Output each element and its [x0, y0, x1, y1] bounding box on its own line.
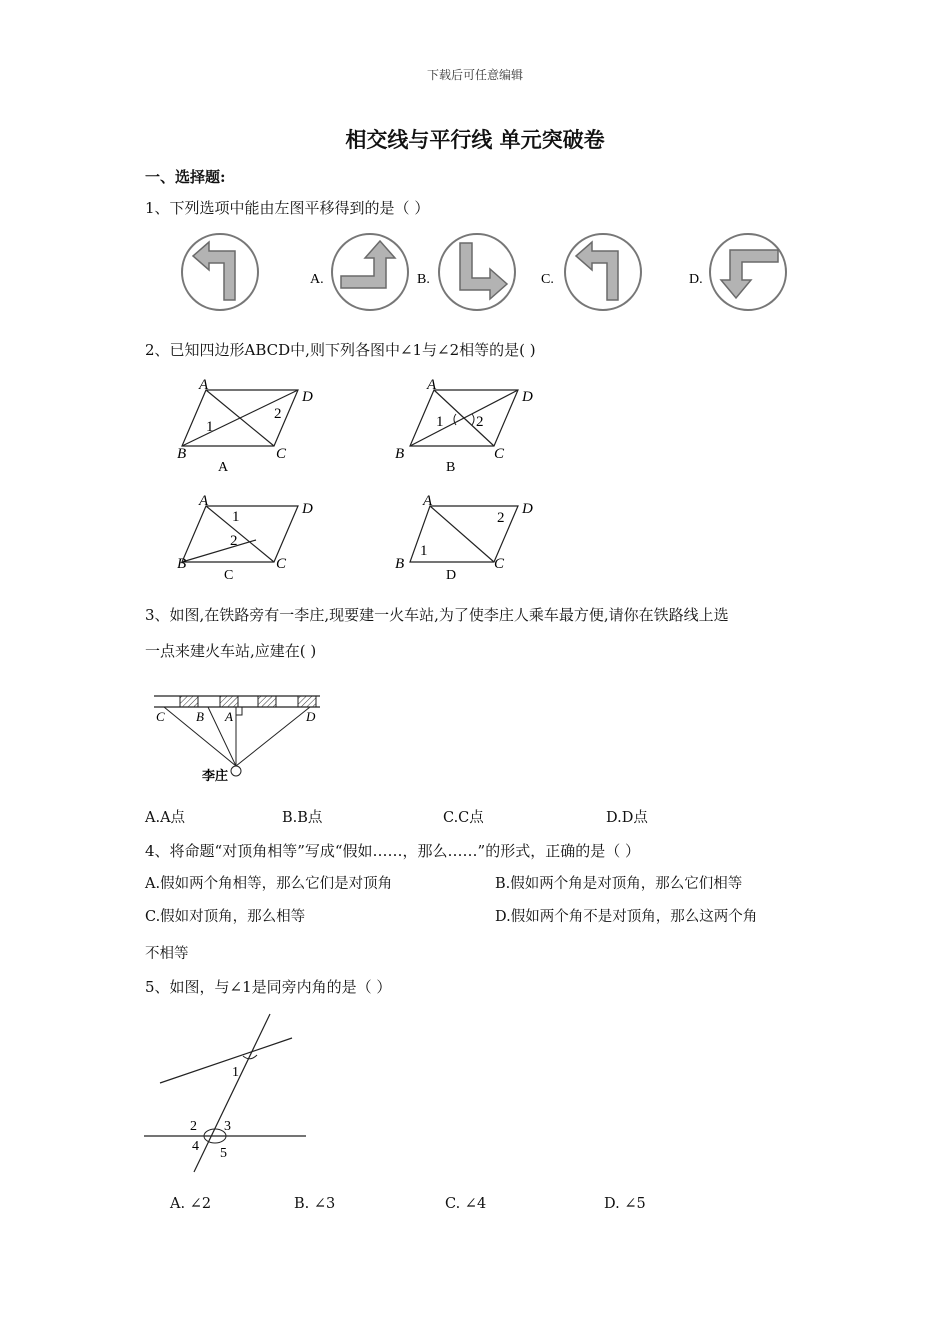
figure-label-b: B [446, 460, 456, 475]
angle-label: 2 [497, 510, 505, 526]
q4-option-d-continuation: 不相等 [145, 946, 189, 962]
section-heading: 一、选择题: [145, 168, 226, 186]
q4-option-a: A.假如两个角相等，那么它们是对顶角 [145, 876, 393, 892]
q4-option-d: D.假如两个角不是对顶角，那么这两个角 [495, 909, 758, 925]
angle-label: 1 [206, 419, 214, 435]
question-3-figure [150, 688, 330, 788]
option-label-b: B. [417, 272, 430, 287]
q4-option-b: B.假如两个角是对顶角，那么它们相等 [495, 876, 743, 892]
q3-option-a: A.A点 [145, 810, 186, 826]
question-5-figure [140, 1010, 310, 1175]
vertex-label: A [199, 493, 209, 509]
vertex-label: B [177, 446, 187, 462]
question-5-text: 5、如图，与∠1是同旁内角的是（ ） [145, 978, 392, 996]
vertex-label: A [423, 493, 433, 509]
village-label: 李庄 [202, 769, 229, 784]
figure-b [395, 378, 533, 475]
vertex-label: C [276, 446, 287, 462]
page-title: 相交线与平行线 单元突破卷 [345, 128, 605, 152]
angle-label: 1 [436, 414, 444, 430]
angle-label-1: 1 [232, 1065, 239, 1080]
vertex-label: C [494, 556, 505, 572]
option-a-arrow-icon [332, 234, 408, 310]
vertex-label: D [302, 501, 313, 517]
angle-label-5: 5 [220, 1146, 227, 1161]
vertex-label: B [177, 556, 187, 572]
figure-label-c: C [224, 568, 234, 583]
figure-label-a: A [218, 460, 229, 475]
option-b-arrow-icon [439, 234, 515, 310]
q5-option-b: B. ∠3 [294, 1196, 336, 1212]
vertex-label: A [199, 378, 209, 393]
q5-option-d: D. ∠5 [604, 1196, 646, 1212]
q3-option-c: C.C点 [443, 810, 484, 826]
question-2-text: 2、已知四边形ABCD中,则下列各图中∠1与∠2相等的是( ) [145, 341, 536, 359]
q3-option-b: B.B点 [282, 810, 323, 826]
option-c-arrow-icon [565, 234, 641, 310]
angle-label-2: 2 [190, 1119, 197, 1134]
q5-option-a: A. ∠2 [170, 1196, 212, 1212]
option-d-arrow-icon [710, 234, 786, 310]
angle-label: 2 [476, 414, 484, 430]
point-label-d: D [306, 709, 316, 724]
angle-label: 1 [420, 543, 428, 559]
option-label-a: A. [310, 272, 324, 287]
angle-label-3: 3 [224, 1119, 231, 1134]
figure-a [177, 378, 313, 475]
figure-label-d: D [446, 568, 457, 583]
vertex-label: A [427, 378, 437, 393]
question-2-figures [170, 378, 570, 588]
vertex-label: D [522, 501, 533, 517]
angle-label: 1 [232, 509, 240, 525]
angle-label-4: 4 [192, 1139, 199, 1154]
question-1-figure [170, 222, 810, 332]
figure-c [177, 493, 313, 583]
point-label-a: A [225, 709, 233, 724]
question-3-text-line-2: 一点来建火车站,应建在( ) [145, 642, 317, 660]
q3-option-d: D.D点 [606, 810, 648, 826]
vertex-label: D [522, 389, 533, 405]
q5-option-c: C. ∠4 [445, 1196, 487, 1212]
option-label-d: D. [689, 272, 703, 287]
question-1-text: 1、下列选项中能由左图平移得到的是（ ） [145, 199, 430, 217]
vertex-label: D [302, 389, 313, 405]
point-label-c: C [156, 709, 165, 724]
page-header: 下载后可任意编辑 [426, 68, 523, 82]
angle-label: 2 [274, 406, 282, 422]
vertex-label: B [395, 446, 405, 462]
question-4-text: 4、将命题“对顶角相等”写成“假如……，那么……”的形式，正确的是（ ） [145, 842, 640, 860]
option-label-c: C. [541, 272, 554, 287]
vertex-label: C [494, 446, 505, 462]
question-3-text-line-1: 3、如图,在铁路旁有一李庄,现要建一火车站,为了使李庄人乘车最方便,请你在铁路线上选 [145, 606, 729, 624]
original-arrow-icon [182, 234, 258, 310]
q4-option-c: C.假如对顶角，那么相等 [145, 909, 306, 925]
point-label-b: B [196, 709, 204, 724]
vertex-label: B [395, 556, 405, 572]
angle-label: 2 [230, 533, 238, 549]
figure-d [395, 493, 533, 583]
vertex-label: C [276, 556, 287, 572]
